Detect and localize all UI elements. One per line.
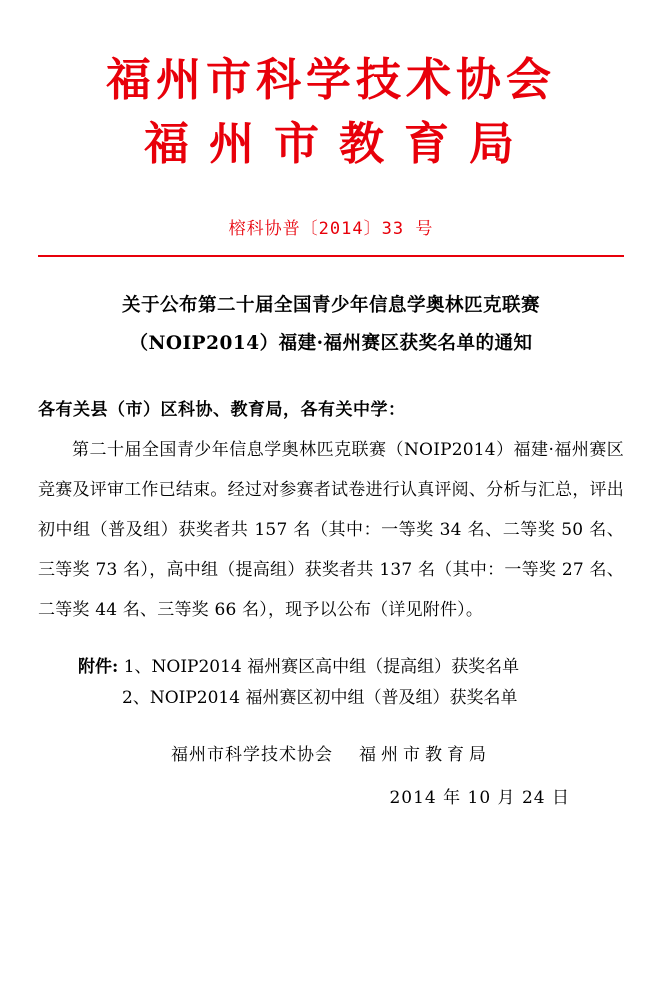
attachment-row-2 [78, 683, 624, 714]
document-number: 榕科协普〔2014〕33 号 [228, 219, 434, 239]
page-title-line-2: （NOIP2014）福建·福州赛区获奖名单的通知 [129, 333, 533, 354]
signature-block [38, 740, 624, 808]
signature-org-1: 福州市科学技术协会 [171, 745, 333, 765]
red-divider-rule [38, 255, 624, 257]
letterhead-line-1: 福州市科学技术协会 [105, 53, 556, 106]
signature-organizations [38, 740, 624, 765]
salutation: 各有关县（市）区科协、教育局，各有关中学： [38, 400, 406, 420]
body-paragraph-1: 第二十届全国青少年信息学奥林匹克联赛（NOIP2014）福建·福州赛区竞赛及评审工作已结束。经过对参赛者试卷进行认真评阅、分析与汇总，评出初中组（普及组）获奖者共 157 名（其中：一等奖 34 名、二等奖 50 名、三等奖 73 名），高中组（提高组）获奖者共 137 名（其中：一等奖 27 名、二等奖 44 名、三等奖 66 名），现予以公布（详见附件）。 [38, 440, 624, 620]
page-title-line-1: 关于公布第二十届全国青少年信息学奥林匹克联赛 [121, 295, 540, 316]
attachment-item-1: 1、NOIP2014 福州赛区高中组（提高组）获奖名单 [123, 657, 520, 677]
signature-org-2: 福州市教育局 [359, 745, 491, 765]
letterhead [38, 0, 624, 174]
signature-date: 2014 年 10 月 24 日 [389, 788, 570, 808]
attachment-item-2: 2、NOIP2014 福州赛区初中组（普及组）获奖名单 [122, 688, 518, 708]
letterhead-line-2: 福州市教育局 [143, 117, 534, 170]
attachments-label: 附件: [78, 657, 119, 677]
attachment-row-1 [78, 652, 624, 683]
attachments-block [38, 652, 624, 714]
page-title [38, 287, 624, 363]
